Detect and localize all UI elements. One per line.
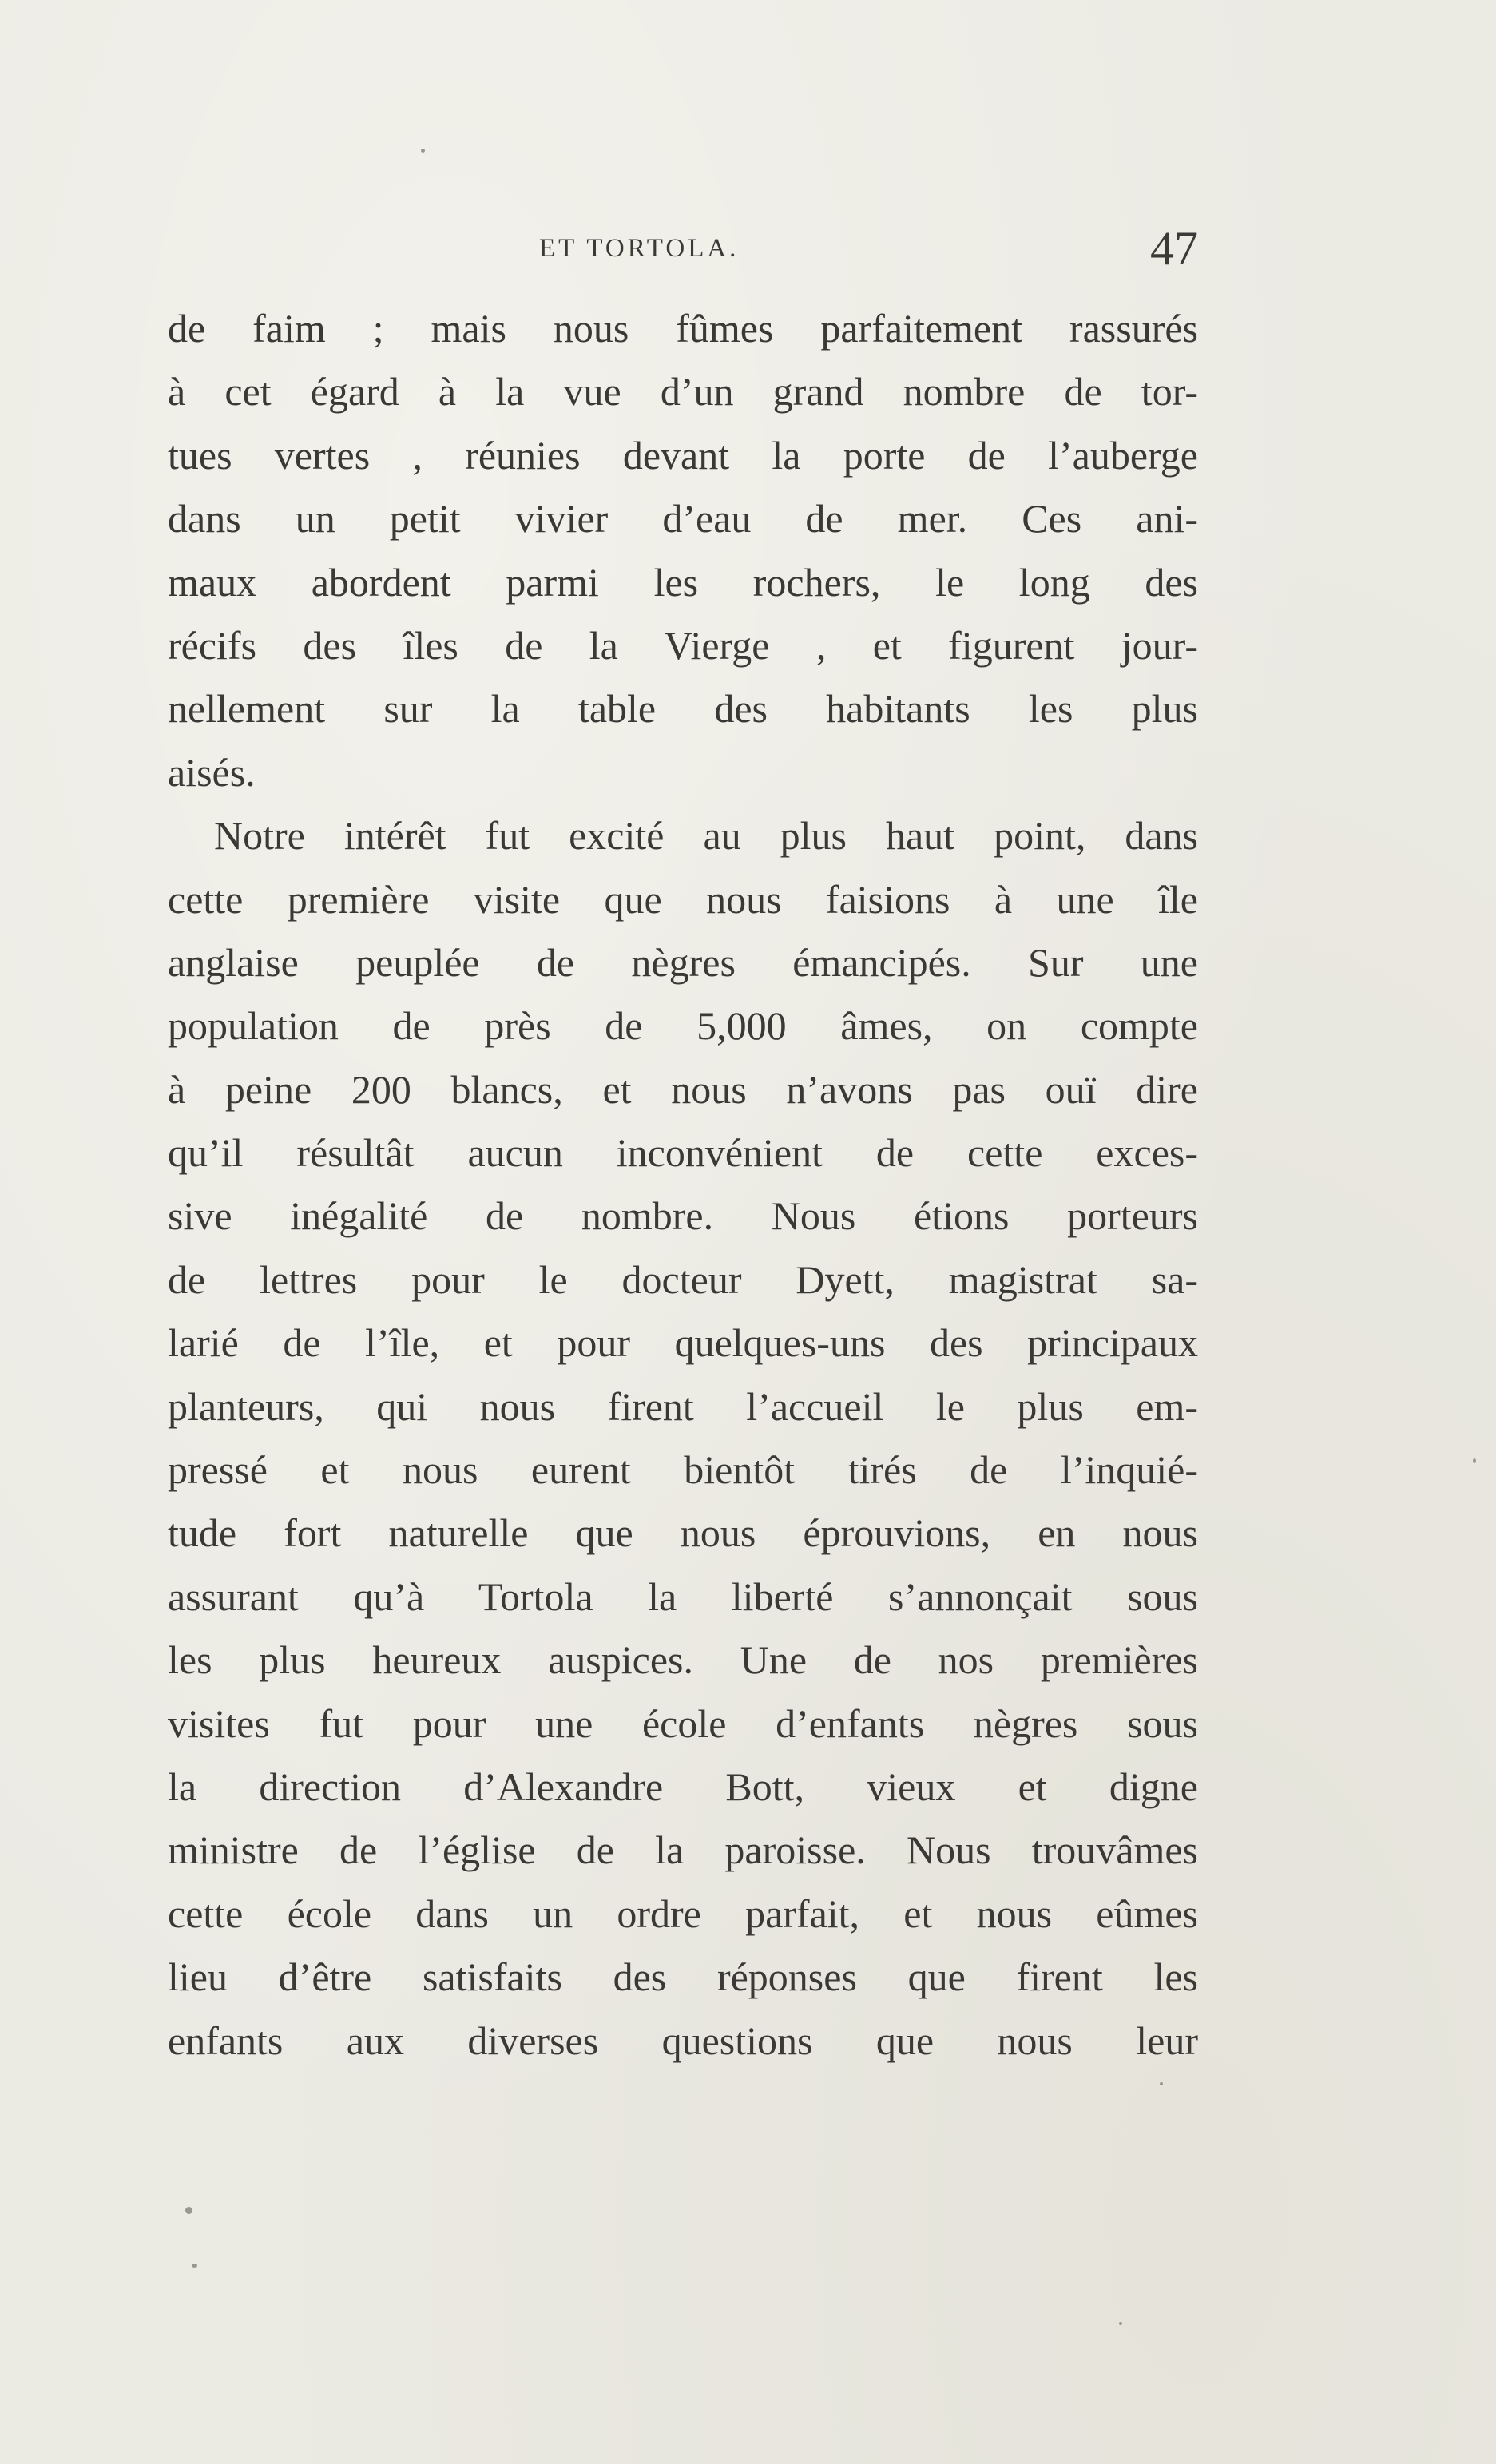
text-line: population de près de 5,000 âmes, on compte — [168, 1003, 1198, 1049]
paper-speck — [421, 149, 425, 153]
paragraph-start-line: Notre intérêt fut excité au plus haut point, dans — [214, 813, 1198, 859]
text-line: pressé et nous eurent bientôt tirés de l’inquié- — [168, 1447, 1198, 1493]
text-line: planteurs, qui nous firent l’accueil le plus em- — [168, 1383, 1198, 1429]
text-line: nellement sur la table des habitants les plus — [168, 686, 1198, 732]
text-line: récifs des îles de la Vierge , et figurent jour- — [168, 622, 1198, 668]
text-line: la direction d’Alexandre Bott, vieux et digne — [168, 1764, 1198, 1809]
text-line: tude fort naturelle que nous éprouvions, en nous — [168, 1510, 1198, 1556]
text-line: de lettres pour le docteur Dyett, magistrat sa- — [168, 1256, 1198, 1302]
paper-speck — [1119, 2322, 1122, 2325]
text-line: larié de l’île, et pour quelques-uns des principaux — [168, 1320, 1198, 1366]
text-line: assurant qu’à Tortola la liberté s’annonçait sous — [168, 1573, 1198, 1619]
text-line: maux abordent parmi les rochers, le long des — [168, 559, 1198, 605]
text-line: à cet égard à la vue d’un grand nombre de tor- — [168, 369, 1198, 415]
paragraph-end-line: aisés. — [168, 749, 256, 795]
page-header — [168, 222, 1198, 290]
paper-speck — [192, 2264, 197, 2268]
text-line: anglaise peuplée de nègres émancipés. Sur une — [168, 939, 1198, 985]
text-line: sive inégalité de nombre. Nous étions porteurs — [168, 1193, 1198, 1239]
body-text — [168, 297, 1198, 2073]
text-line: cette école dans un ordre parfait, et nous eûmes — [168, 1891, 1198, 1936]
paper-speck — [185, 2207, 192, 2214]
text-line: dans un petit vivier d’eau de mer. Ces ani- — [168, 496, 1198, 542]
text-line: enfants aux diverses questions que nous leur — [168, 2018, 1198, 2063]
text-line: à peine 200 blancs, et nous n’avons pas ouï dire — [168, 1066, 1198, 1112]
text-line: qu’il résultât aucun inconvénient de cette exces- — [168, 1130, 1198, 1176]
page-number: 47 — [1150, 222, 1198, 275]
text-line: les plus heureux auspices. Une de nos premières — [168, 1637, 1198, 1683]
text-line: tues vertes , réunies devant la porte de l’auberge — [168, 432, 1198, 478]
paper-speck — [1160, 2082, 1163, 2085]
text-line: cette première visite que nous faisions à une île — [168, 876, 1198, 922]
text-line: ministre de l’église de la paroisse. Nous trouvâmes — [168, 1827, 1198, 1873]
text-line: de faim ; mais nous fûmes parfaitement rassurés — [168, 306, 1198, 351]
text-line: lieu d’être satisfaits des réponses que firent les — [168, 1954, 1198, 2000]
text-line: visites fut pour une école d’enfants nègres sous — [168, 1700, 1198, 1746]
paper-speck — [1473, 1458, 1476, 1463]
running-head: ET TORTOLA. — [539, 234, 740, 263]
